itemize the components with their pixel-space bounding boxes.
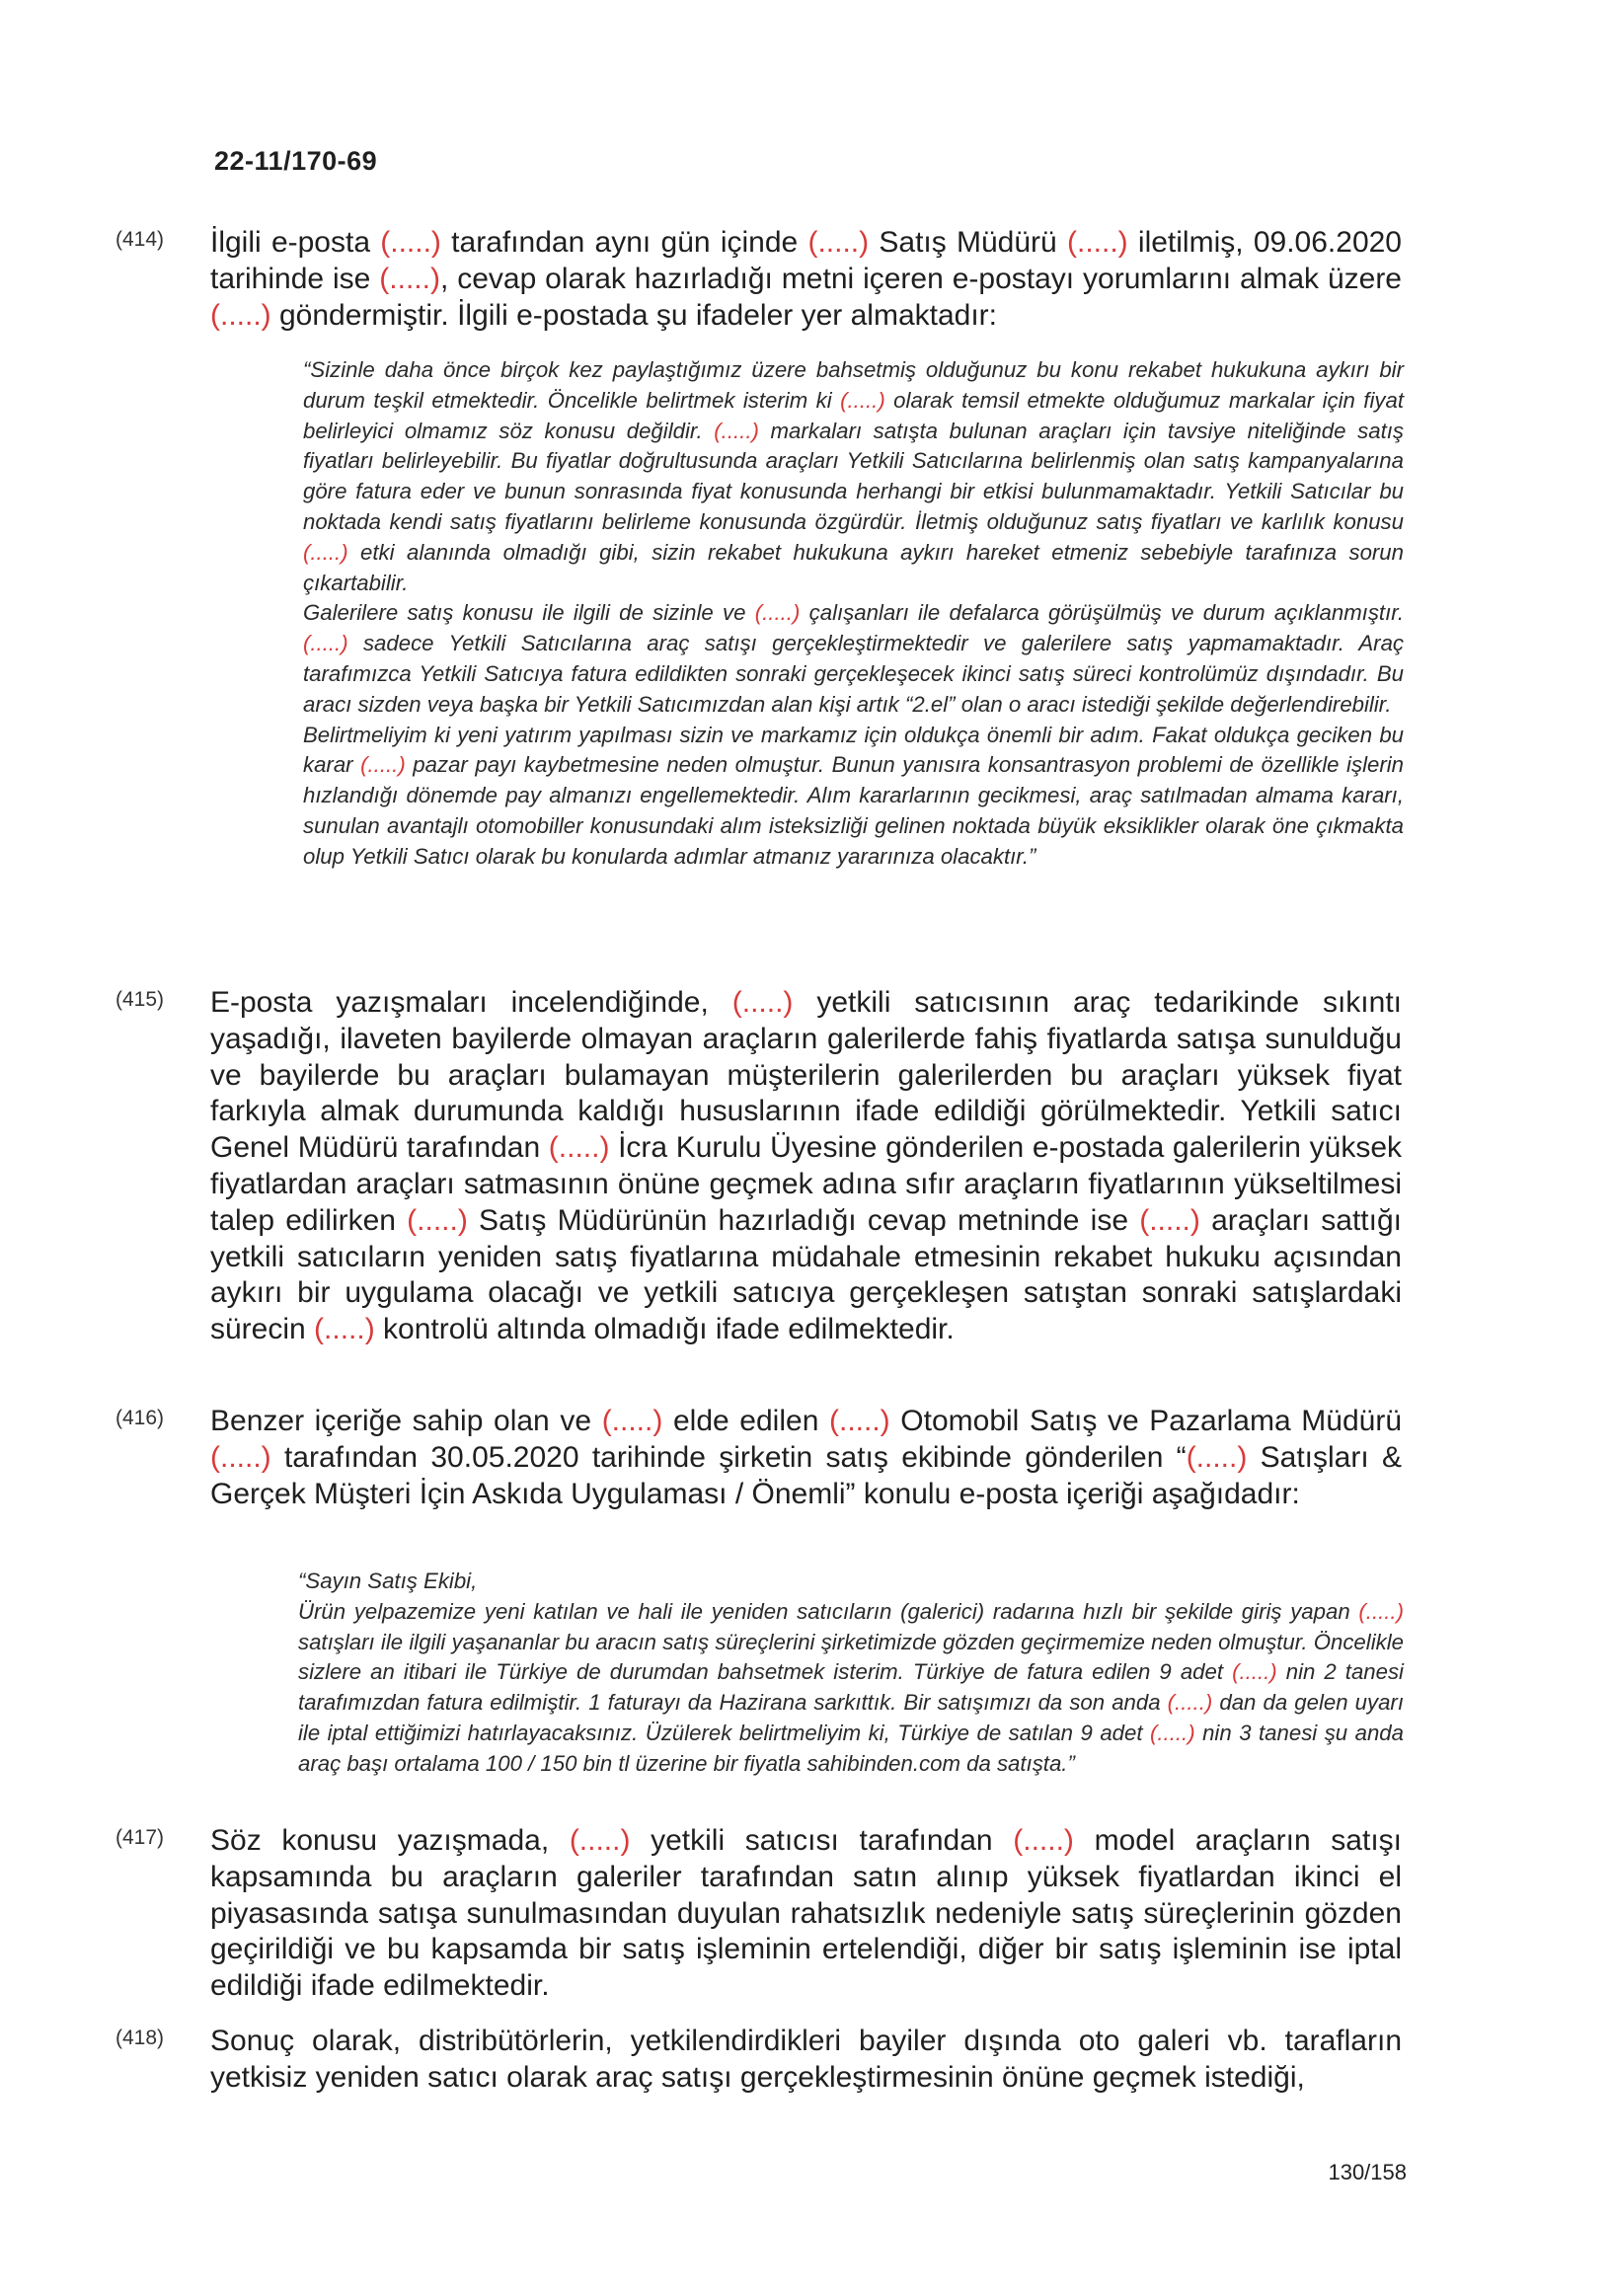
paragraph-text: [210, 1404, 1402, 1512]
quote-paragraph: [298, 1567, 1404, 1597]
redaction-marker: (.....): [210, 298, 271, 332]
redaction-marker: (.....): [601, 1405, 663, 1437]
text-segment: Ürün yelpazemize yeni katılan ve hali ile yeniden satıcıların (galerici) radarına hızlı bir şekilde giriş yapan: [298, 1598, 1359, 1624]
redaction-marker: (.....): [714, 418, 759, 443]
text-segment: , cevap olarak hazırladığı metni içeren e-postayı yorumlarını almak üzere: [439, 262, 1402, 295]
text-segment: İlgili e-posta: [210, 226, 381, 259]
redaction-marker: (.....): [829, 1405, 890, 1437]
text-segment: Satış Müdürünün hazırladığı cevap metninde ise: [467, 1203, 1140, 1237]
redaction-marker: (.....): [807, 226, 870, 259]
text-segment: Otomobil Satış ve Pazarlama Müdürü: [889, 1405, 1403, 1437]
text-segment: yetkili satıcısının araç tedarikinde sıkıntı yaşadığı, ilaveten bayilerde olmayan araçların galerilerde fahiş fiyatlarda satışa sunulduğu ve bayilerde bu araçları bulamayan müşterilerin galerilerden bu araçları yüksek fiyat farkıyla almak durumunda kaldığı hususlarının ifade edildiği görülmektedir. Yetkili satıcı Genel Müdürü tarafından: [210, 986, 1402, 1165]
quote-paragraph: [298, 1597, 1404, 1780]
redaction-marker: (.....): [314, 1313, 375, 1346]
paragraph-number: (416): [115, 1407, 165, 1429]
text-segment: “Sizinle daha önce birçok kez paylaştığımız üzere bahsetmiş olduğunuz bu konu rekabet hukukuna aykırı bir durum teşkil etmektedir. Öncelikle belirtmek isterim ki: [303, 357, 1404, 413]
redaction-marker: (.....): [407, 1203, 468, 1237]
paragraph-number: (417): [115, 1826, 165, 1849]
redaction-marker: (.....): [1150, 1720, 1195, 1745]
redaction-marker: (.....): [1139, 1203, 1200, 1237]
text-segment: pazar payı kaybetmesine neden olmuştur. Bunun yanısıra konsantrasyon problemi de özellikle işlerin hızlandığı dönemde pay almanızı engellemektedir. Alım kararlarının gecikmesi, araç satılmadan almama kararı, sunulan avantajlı otomobiller konusundaki alım isteksizliği gelinen noktada büyük eksiklikler olarak öne çıkmakta olup Yetkili Satıcı olarak bu konularda adımlar atmanız yararınıza olacaktır.”: [303, 752, 1405, 869]
redaction-marker: (.....): [303, 539, 348, 565]
redaction-marker: (.....): [548, 1131, 610, 1165]
paragraph-417: [115, 1823, 1402, 2005]
paragraph-414: [115, 225, 1402, 334]
quote-paragraph: [303, 598, 1404, 720]
paragraph-text: [210, 225, 1402, 334]
paragraph-416: [115, 1404, 1402, 1512]
text-segment: göndermiştir. İlgili e-postada şu ifadeler yer almaktadır:: [270, 298, 997, 332]
text-segment: satışları ile ilgili yaşananlar bu aracın satış süreçlerini şirketimizde gözden geçirmemize neden olmuştur. Öncelikle sizlere an itibari ile Türkiye de durumdan bahsetmek isterim. Türkiye de fatura edilen 9 adet: [298, 1629, 1404, 1685]
paragraph-418: [115, 2024, 1402, 2097]
quote-paragraph: [303, 721, 1404, 873]
paragraph-text: [210, 985, 1402, 1348]
redaction-marker: (.....): [1186, 1440, 1248, 1474]
text-segment: Söz konusu yazışmada,: [210, 1824, 570, 1857]
text-segment: araçları sattığı yetkili satıcıların yeniden satış fiyatlarına müdahale etmesinin rekabet hukuku açısından aykırı bir uygulama olacağı ve yetkili satıcıya gerçekleşen satıştan sonraki satışlardaki sürecin: [210, 1203, 1403, 1346]
text-segment: nin 2 tanesi tarafımızdan fatura edilmiştir. 1 faturayı da Hazirana sarkıttık. Bir satışımızı da son anda: [298, 1659, 1404, 1716]
text-segment: iletilmiş, 09.06.2020 tarihinde ise: [210, 226, 1402, 295]
redaction-marker: (.....): [380, 226, 441, 259]
redaction-marker: (.....): [840, 387, 885, 413]
text-segment: Benzer içeriğe sahip olan ve: [210, 1405, 602, 1437]
redaction-marker: (.....): [360, 752, 406, 778]
text-segment: çalışanları ile defalarca görüşülmüş ve durum açıklanmıştır.: [800, 600, 1404, 626]
text-segment: E-posta yazışmaları incelendiğinde,: [210, 986, 732, 1019]
email-quote-2: [298, 1567, 1404, 1780]
redaction-marker: (.....): [1067, 226, 1128, 259]
page-number: 130/158: [1328, 2160, 1407, 2184]
text-segment: markaları satışta bulunan araçları için tavsiye niteliğinde satış fiyatları belirleyebilir. Bu fiyatlar doğrultusunda araçları Yetkili Satıcılarına belirlenmiş olan satış kampanyalarına göre fatura eder ve bunun sonrasında fiyat konusunda herhangi bir etkisi bulunmamaktadır. Yetkili Satıcılar bu noktada kendi satış fiyatlarını belirleme konusunda özgürdür. İletmiş olduğunuz satış fiyatları ve karlılık konusu: [303, 418, 1404, 534]
redaction-marker: (.....): [1167, 1690, 1213, 1716]
text-segment: Belirtmeliyim ki yeni yatırım yapılması sizin ve markamız için oldukça önemli bir adım. Fakat oldukça geciken bu karar: [303, 722, 1404, 778]
redaction-marker: (.....): [210, 1440, 271, 1474]
text-segment: dan da gelen uyarı ile iptal ettiğimizi hatırlayacaksınız. Üzülerek belirtmeliyim ki, Türkiye de satılan 9 adet: [298, 1690, 1404, 1745]
text-segment: tarafından aynı gün içinde: [440, 226, 808, 259]
text-segment: olarak temsil etmekte olduğumuz markalar için fiyat belirleyici olmamız söz konusu değildir.: [303, 387, 1404, 443]
text-segment: kontrolü altında olmadığı ifade edilmektedir.: [374, 1313, 955, 1346]
text-segment: Satış Müdürü: [869, 226, 1067, 259]
text-segment: tarafından 30.05.2020 tarihinde şirketin satış ekibinde gönderilen “: [270, 1440, 1187, 1474]
paragraph-number: (418): [115, 2027, 165, 2049]
quote-paragraph: [303, 355, 1404, 598]
paragraph-number: (414): [115, 228, 165, 251]
redaction-marker: (.....): [1013, 1824, 1074, 1857]
text-segment: “Sayın Satış Ekibi,: [298, 1569, 478, 1593]
text-segment: İcra Kurulu Üyesine gönderilen e-postada galerilerin yüksek fiyatlardan araçları satmasının önüne geçmek adına sıfır araçların fiyatlarının yükseltilmesi talep edilirken: [210, 1131, 1402, 1237]
text-segment: elde edilen: [662, 1405, 830, 1437]
text-segment: yetkili satıcısı tarafından: [630, 1824, 1014, 1857]
document-number: 22-11/170-69: [214, 146, 378, 176]
paragraph-text: [210, 1823, 1402, 2005]
redaction-marker: (.....): [303, 631, 348, 656]
redaction-marker: (.....): [754, 600, 801, 626]
redaction-marker: (.....): [569, 1824, 631, 1857]
paragraph-number: (415): [115, 988, 165, 1011]
redaction-marker: (.....): [379, 262, 440, 295]
text-segment: sadece Yetkili Satıcılarına araç satışı gerçekleştirmektedir ve galerilere satış yapmamaktadır. Araç tarafımızca Yetkili Satıcıya fatura edildikten sonraki gerçekleşecek ikinci satış süreci kontrolümüz dışındadır. Bu aracı sizden veya başka bir Yetkili Satıcımızdan alan kişi artık “2.el” olan o aracı istediği şekilde değerlendirebilir.: [303, 631, 1404, 717]
email-quote-1: [303, 355, 1404, 873]
paragraph-text: [210, 2024, 1402, 2097]
text-segment: Sonuç olarak, distribütörlerin, yetkilendirdikleri bayiler dışında oto galeri vb. tarafların yetkisiz yeniden satıcı olarak araç satışı gerçekleştirmesinin önüne geçmek istediği,: [210, 2025, 1402, 2094]
redaction-marker: (.....): [1358, 1598, 1404, 1624]
text-segment: Satışları & Gerçek Müşteri İçin Askıda Uygulaması / Önemli” konulu e-posta içeriği aşağıdadır:: [210, 1440, 1403, 1510]
paragraph-415: [115, 985, 1402, 1348]
redaction-marker: (.....): [1232, 1659, 1277, 1685]
text-segment: nin 3 tanesi şu anda araç başı ortalama 100 / 150 bin tl üzerine bir fiyatla sahibinden.com da satışta.”: [298, 1720, 1404, 1776]
text-segment: Galerilere satış konusu ile ilgili de sizinle ve: [303, 600, 755, 626]
text-segment: model araçların satışı kapsamında bu araçların galeriler tarafından satın alınıp yüksek fiyatlardan ikinci el piyasasında satışa sunulmasından duyulan rahatsızlık nedeniyle satış süreçlerinin gözden geçirildiği ve bu kapsamda bir satış işleminin ertelendiği, diğer bir satış işleminin ise iptal edildiği ifade edilmektedir.: [210, 1824, 1402, 2003]
redaction-marker: (.....): [731, 986, 794, 1019]
text-segment: etki alanında olmadığı gibi, sizin rekabet hukukuna aykırı hareket etmeniz sebebiyle tarafınıza sorun çıkartabilir.: [303, 539, 1404, 595]
